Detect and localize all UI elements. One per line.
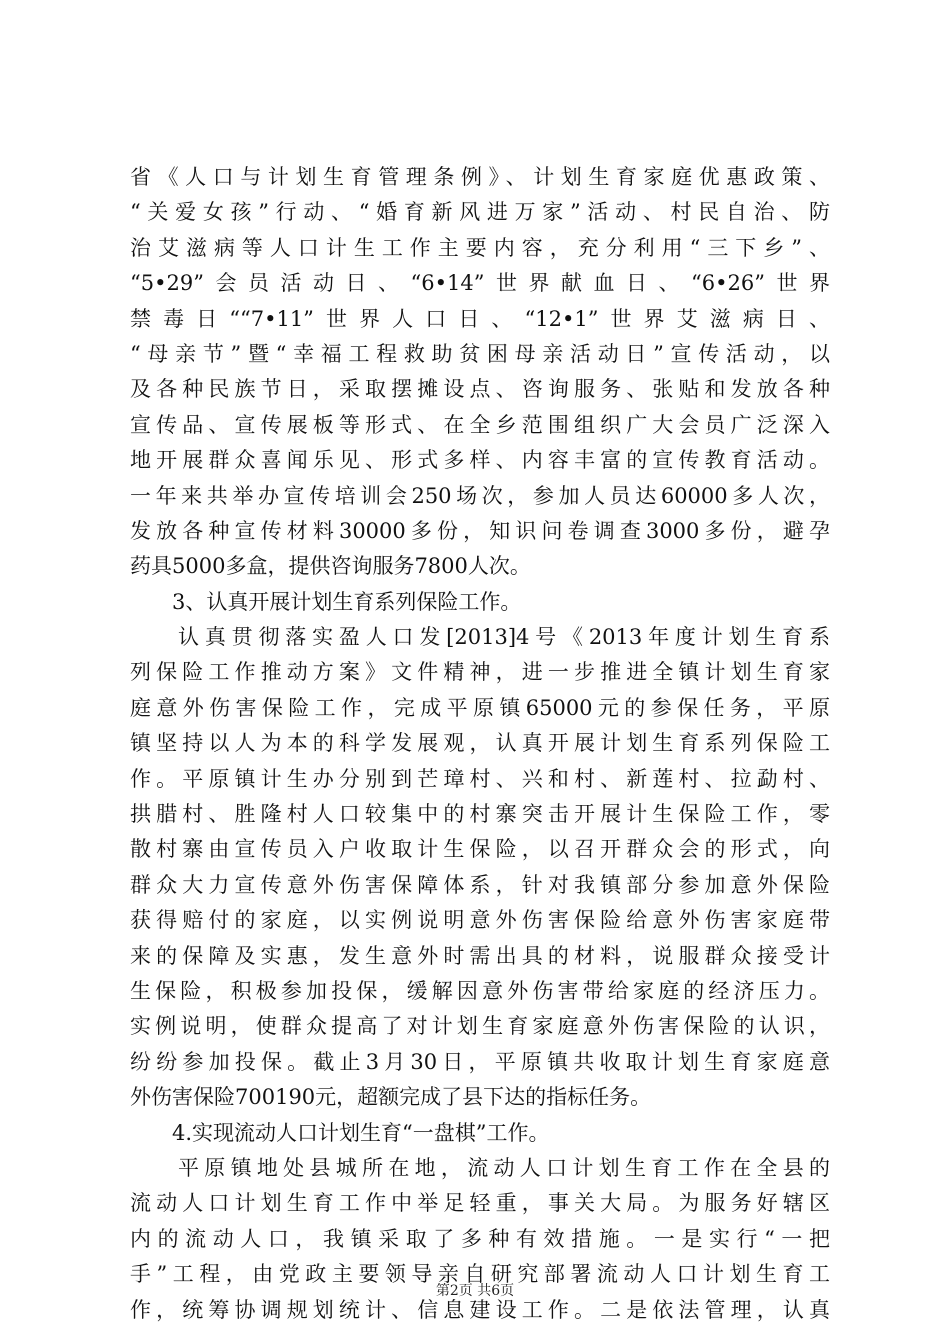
text-line: 宣传品、宣传展板等形式、在全乡范围组织广大会员广泛深入	[130, 412, 830, 437]
text-line: 外伤害保险700190元，超额完成了县下达的指标任务。	[130, 1085, 652, 1110]
document-body	[130, 160, 830, 1328]
text-line: 作，统筹协调规划统计、信息建设工作。二是依法管理，认真	[130, 1297, 830, 1322]
text-line: 发放各种宣传材料30000多份，知识问卷调查3000多份，避孕	[130, 518, 830, 543]
text-line: 纷纷参加投保。截止3月30日，平原镇共收取计划生育家庭意	[130, 1049, 830, 1074]
text-line: 生保险，积极参加投保，缓解因意外伤害带给家庭的经济压力。	[130, 978, 830, 1003]
text-line: 来的保障及实惠，发生意外时需出具的材料，说服群众接受计	[130, 943, 830, 968]
text-line: 平原镇地处县城所在地，流动人口计划生育工作在全县的	[178, 1155, 830, 1180]
text-line: 流动人口计划生育工作中举足轻重，事关大局。为服务好辖区	[130, 1191, 830, 1216]
text-line: 获得赔付的家庭，以实例说明意外伤害保险给意外伤害家庭带	[130, 908, 830, 933]
text-line: 及各种民族节日，采取摆摊设点、咨询服务、张贴和发放各种	[130, 377, 830, 402]
text-line: 一年来共举办宣传培训会250场次，参加人员达60000多人次，	[130, 483, 830, 508]
text-line: 散村寨由宣传员入户收取计生保险，以召开群众会的形式，向	[130, 837, 830, 862]
text-line: 药具5000多盒，提供咨询服务7800人次。	[130, 554, 531, 579]
text-line: 群众大力宣传意外伤害保障体系，针对我镇部分参加意外保险	[130, 872, 830, 897]
text-line: 地开展群众喜闻乐见、形式多样、内容丰富的宣传教育活动。	[130, 448, 830, 473]
text-line: 手”工程，由党政主要领导亲自研究部署流动人口计划生育工	[130, 1262, 830, 1287]
text-line: 3、认真开展计划生育系列保险工作。	[172, 589, 522, 614]
text-line: 镇坚持以人为本的科学发展观，认真开展计划生育系列保险工	[130, 731, 830, 756]
text-line: 拱腊村、胜隆村人口较集中的村寨突击开展计生保险工作，零	[130, 802, 830, 827]
text-line: “关爱女孩”行动、“婚育新风进万家”活动、村民自治、防	[130, 200, 830, 225]
text-line: 4.实现流动人口计划生育“一盘棋”工作。	[172, 1120, 550, 1145]
text-line: 作。平原镇计生办分别到芒璋村、兴和村、新莲村、拉勐村、	[130, 766, 830, 791]
text-line: 省《人口与计划生育管理条例》、计划生育家庭优惠政策、	[130, 165, 830, 189]
text-line: “母亲节”暨“幸福工程救助贫困母亲活动日”宣传活动，以	[130, 341, 830, 366]
text-line: 实例说明，使群众提高了对计划生育家庭意外伤害保险的认识，	[130, 1014, 830, 1039]
text-line: 禁毒日““7•11”世界人口日、“12•1”世界艾滋病日、	[130, 306, 830, 331]
text-line: 治艾滋病等人口计生工作主要内容，充分利用“三下乡”、	[130, 235, 830, 260]
page-footer: 第2页 共6页	[435, 1283, 515, 1299]
text-line: 列保险工作推动方案》文件精神，进一步推进全镇计划生育家	[130, 660, 830, 685]
text-line: 认真贯彻落实盈人口发[2013]4号《2013年度计划生育系	[178, 625, 830, 650]
text-line: 庭意外伤害保险工作，完成平原镇65000元的参保任务，平原	[130, 695, 830, 720]
text-line: 内的流动人口，我镇采取了多种有效措施。一是实行“一把	[130, 1226, 830, 1251]
text-line: “5•29”会员活动日、“6•14”世界献血日、“6•26”世界	[130, 271, 830, 296]
